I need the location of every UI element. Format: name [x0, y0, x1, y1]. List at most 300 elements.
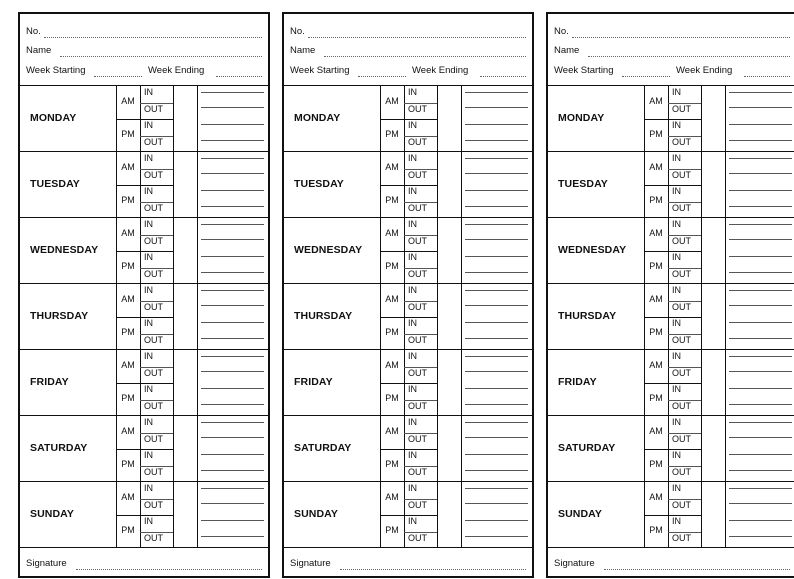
time-entry-line[interactable] — [465, 422, 528, 423]
week-row — [26, 65, 262, 77]
pm-label: PM — [385, 195, 399, 205]
time-entry-line[interactable] — [201, 190, 264, 191]
out-label: OUT — [672, 335, 691, 345]
in-label: IN — [408, 318, 417, 328]
day-row — [20, 86, 268, 152]
week-ending-field[interactable] — [480, 76, 526, 77]
signature-label: Signature — [26, 558, 67, 569]
day-row — [548, 284, 794, 350]
out-label: OUT — [408, 434, 427, 444]
name-field[interactable] — [324, 56, 526, 57]
time-entry-line[interactable] — [201, 92, 264, 93]
in-label: IN — [144, 417, 153, 427]
time-entry-line[interactable] — [729, 338, 792, 339]
time-entry-line[interactable] — [729, 173, 792, 174]
time-entry-line[interactable] — [201, 470, 264, 471]
time-entry-line[interactable] — [729, 503, 792, 504]
pm-label: PM — [121, 195, 135, 205]
am-label: AM — [121, 162, 135, 172]
pm-label: PM — [121, 525, 135, 535]
day-row — [20, 218, 268, 284]
out-label: OUT — [672, 137, 691, 147]
out-label: OUT — [408, 368, 427, 378]
out-label: OUT — [144, 500, 163, 510]
week-ending-label: Week Ending — [676, 65, 733, 76]
column-divider — [437, 350, 438, 415]
signature-row — [290, 558, 526, 570]
number-field[interactable] — [308, 37, 526, 38]
day-name: WEDNESDAY — [558, 244, 627, 256]
week-ending-label: Week Ending — [148, 65, 205, 76]
name-label: Name — [554, 45, 580, 56]
out-label: OUT — [672, 104, 691, 114]
in-label: IN — [144, 252, 153, 262]
column-divider — [725, 350, 726, 415]
time-entry-line[interactable] — [465, 124, 528, 125]
time-entry-line[interactable] — [729, 92, 792, 93]
signature-row — [26, 558, 262, 570]
in-label: IN — [672, 285, 681, 295]
time-entry-line[interactable] — [729, 256, 792, 257]
time-entry-line[interactable] — [729, 272, 792, 273]
in-label: IN — [408, 120, 417, 130]
column-divider — [197, 350, 198, 415]
time-entry-line[interactable] — [201, 305, 264, 306]
am-label: AM — [649, 294, 663, 304]
column-divider — [173, 284, 174, 349]
time-entry-line[interactable] — [465, 173, 528, 174]
column-divider — [701, 218, 702, 283]
am-label: AM — [121, 228, 135, 238]
column-divider — [173, 86, 174, 151]
signature-field[interactable] — [340, 569, 526, 570]
out-label: OUT — [408, 335, 427, 345]
in-label: IN — [408, 252, 417, 262]
in-label: IN — [672, 186, 681, 196]
in-label: IN — [672, 252, 681, 262]
time-entry-line[interactable] — [201, 239, 264, 240]
am-label: AM — [121, 294, 135, 304]
time-entry-line[interactable] — [729, 224, 792, 225]
time-card — [282, 12, 534, 578]
day-row — [20, 350, 268, 416]
out-label: OUT — [144, 368, 163, 378]
time-entry-line[interactable] — [465, 520, 528, 521]
in-label: IN — [144, 516, 153, 526]
time-entry-line[interactable] — [729, 488, 792, 489]
number-row — [26, 26, 262, 38]
time-card — [18, 12, 270, 578]
column-divider — [437, 218, 438, 283]
day-name: WEDNESDAY — [30, 244, 99, 256]
time-entry-line[interactable] — [201, 206, 264, 207]
pm-label: PM — [649, 195, 663, 205]
pm-label: PM — [385, 261, 399, 271]
am-label: AM — [385, 96, 399, 106]
week-ending-field[interactable] — [216, 76, 262, 77]
time-entry-line[interactable] — [465, 158, 528, 159]
week-ending-field[interactable] — [744, 76, 790, 77]
time-entry-line[interactable] — [201, 422, 264, 423]
time-entry-line[interactable] — [201, 488, 264, 489]
out-label: OUT — [144, 269, 163, 279]
column-divider — [173, 416, 174, 481]
in-label: IN — [672, 450, 681, 460]
week-starting-label: Week Starting — [26, 65, 86, 76]
am-label: AM — [649, 96, 663, 106]
number-row — [554, 26, 790, 38]
pm-label: PM — [121, 261, 135, 271]
signature-field[interactable] — [604, 569, 790, 570]
column-divider — [437, 416, 438, 481]
name-label: Name — [290, 45, 316, 56]
out-label: OUT — [672, 203, 691, 213]
time-entry-line[interactable] — [201, 520, 264, 521]
in-label: IN — [144, 219, 153, 229]
column-divider — [197, 218, 198, 283]
in-label: IN — [144, 450, 153, 460]
time-entry-line[interactable] — [465, 224, 528, 225]
pm-label: PM — [121, 129, 135, 139]
time-entry-line[interactable] — [201, 124, 264, 125]
day-name: MONDAY — [294, 112, 341, 124]
pm-label: PM — [649, 393, 663, 403]
column-divider — [173, 482, 174, 547]
time-entry-line[interactable] — [465, 107, 528, 108]
number-label: No. — [554, 26, 569, 37]
am-label: AM — [385, 228, 399, 238]
out-label: OUT — [144, 467, 163, 477]
day-row — [284, 152, 532, 218]
time-entry-line[interactable] — [729, 454, 792, 455]
time-entry-line[interactable] — [729, 371, 792, 372]
time-entry-line[interactable] — [201, 356, 264, 357]
week-starting-field[interactable] — [358, 76, 406, 77]
day-name: TUESDAY — [30, 178, 80, 190]
column-divider — [701, 482, 702, 547]
pm-label: PM — [121, 327, 135, 337]
column-divider — [173, 218, 174, 283]
out-label: OUT — [672, 368, 691, 378]
time-entry-line[interactable] — [729, 536, 792, 537]
day-name: THURSDAY — [294, 310, 353, 322]
day-row — [284, 218, 532, 284]
column-divider — [725, 152, 726, 217]
column-divider — [701, 152, 702, 217]
in-label: IN — [408, 417, 417, 427]
day-row — [20, 284, 268, 350]
time-entry-line[interactable] — [729, 305, 792, 306]
in-label: IN — [144, 351, 153, 361]
in-label: IN — [408, 285, 417, 295]
day-row — [284, 86, 532, 152]
in-label: IN — [144, 285, 153, 295]
day-row — [20, 152, 268, 218]
pm-label: PM — [649, 327, 663, 337]
column-divider — [725, 482, 726, 547]
out-label: OUT — [144, 104, 163, 114]
time-entry-line[interactable] — [729, 388, 792, 389]
time-entry-line[interactable] — [201, 454, 264, 455]
day-row — [284, 416, 532, 482]
out-label: OUT — [672, 434, 691, 444]
time-entry-line[interactable] — [465, 404, 528, 405]
time-entry-line[interactable] — [201, 290, 264, 291]
day-row — [548, 218, 794, 284]
name-field[interactable] — [588, 56, 790, 57]
day-row — [20, 416, 268, 482]
in-label: IN — [672, 87, 681, 97]
day-name: SATURDAY — [558, 442, 616, 454]
in-label: IN — [672, 318, 681, 328]
day-name: SUNDAY — [558, 508, 602, 520]
out-label: OUT — [408, 170, 427, 180]
time-entry-line[interactable] — [729, 437, 792, 438]
time-entry-line[interactable] — [729, 206, 792, 207]
time-entry-line[interactable] — [465, 206, 528, 207]
time-card — [546, 12, 794, 578]
time-entry-line[interactable] — [465, 437, 528, 438]
day-name: SATURDAY — [30, 442, 88, 454]
out-label: OUT — [408, 203, 427, 213]
time-entry-line[interactable] — [201, 437, 264, 438]
in-label: IN — [408, 153, 417, 163]
time-entry-line[interactable] — [465, 272, 528, 273]
am-label: AM — [121, 492, 135, 502]
day-name: FRIDAY — [294, 376, 333, 388]
column-divider — [461, 218, 462, 283]
in-label: IN — [672, 120, 681, 130]
time-entry-line[interactable] — [201, 503, 264, 504]
out-label: OUT — [672, 302, 691, 312]
time-entry-line[interactable] — [465, 470, 528, 471]
in-label: IN — [672, 384, 681, 394]
day-name: FRIDAY — [558, 376, 597, 388]
time-entry-line[interactable] — [729, 239, 792, 240]
in-label: IN — [144, 186, 153, 196]
pm-label: PM — [121, 459, 135, 469]
am-label: AM — [385, 426, 399, 436]
in-label: IN — [408, 87, 417, 97]
column-divider — [437, 284, 438, 349]
time-entry-line[interactable] — [465, 92, 528, 93]
number-row — [290, 26, 526, 38]
day-name: FRIDAY — [30, 376, 69, 388]
number-field[interactable] — [572, 37, 790, 38]
day-row — [548, 416, 794, 482]
time-entry-line[interactable] — [201, 404, 264, 405]
week-starting-label: Week Starting — [554, 65, 614, 76]
in-label: IN — [144, 384, 153, 394]
time-entry-line[interactable] — [465, 239, 528, 240]
time-entry-line[interactable] — [729, 158, 792, 159]
time-entry-line[interactable] — [201, 158, 264, 159]
day-name: MONDAY — [30, 112, 77, 124]
week-starting-field[interactable] — [622, 76, 670, 77]
out-label: OUT — [144, 302, 163, 312]
number-label: No. — [290, 26, 305, 37]
in-label: IN — [408, 351, 417, 361]
column-divider — [197, 284, 198, 349]
out-label: OUT — [408, 137, 427, 147]
am-label: AM — [385, 162, 399, 172]
time-entry-line[interactable] — [729, 356, 792, 357]
week-row — [554, 65, 790, 77]
column-divider — [725, 416, 726, 481]
time-entry-line[interactable] — [201, 371, 264, 372]
time-entry-line[interactable] — [201, 107, 264, 108]
in-label: IN — [672, 351, 681, 361]
time-entry-line[interactable] — [201, 388, 264, 389]
out-label: OUT — [672, 533, 691, 543]
signature-field[interactable] — [76, 569, 262, 570]
out-label: OUT — [672, 467, 691, 477]
signature-label: Signature — [290, 558, 331, 569]
column-divider — [197, 482, 198, 547]
time-entry-line[interactable] — [465, 322, 528, 323]
time-entry-line[interactable] — [201, 272, 264, 273]
time-entry-line[interactable] — [465, 356, 528, 357]
column-divider — [701, 284, 702, 349]
name-row — [290, 45, 526, 57]
out-label: OUT — [144, 203, 163, 213]
time-entry-line[interactable] — [201, 173, 264, 174]
time-entry-line[interactable] — [729, 140, 792, 141]
time-entry-line[interactable] — [465, 371, 528, 372]
number-field[interactable] — [44, 37, 262, 38]
out-label: OUT — [672, 236, 691, 246]
day-name: MONDAY — [558, 112, 605, 124]
pm-label: PM — [385, 393, 399, 403]
pm-label: PM — [649, 129, 663, 139]
name-field[interactable] — [60, 56, 262, 57]
day-name: SUNDAY — [30, 508, 74, 520]
time-entry-line[interactable] — [201, 536, 264, 537]
out-label: OUT — [144, 335, 163, 345]
day-name: THURSDAY — [30, 310, 89, 322]
week-row — [290, 65, 526, 77]
pm-label: PM — [385, 525, 399, 535]
time-entry-line[interactable] — [729, 124, 792, 125]
time-entry-line[interactable] — [201, 256, 264, 257]
out-label: OUT — [408, 302, 427, 312]
time-entry-line[interactable] — [465, 190, 528, 191]
in-label: IN — [408, 186, 417, 196]
in-label: IN — [672, 219, 681, 229]
time-entry-line[interactable] — [729, 107, 792, 108]
time-entry-line[interactable] — [729, 190, 792, 191]
column-divider — [461, 284, 462, 349]
out-label: OUT — [408, 236, 427, 246]
pm-label: PM — [385, 129, 399, 139]
pm-label: PM — [385, 327, 399, 337]
in-label: IN — [672, 483, 681, 493]
column-divider — [437, 86, 438, 151]
time-entry-line[interactable] — [465, 503, 528, 504]
week-ending-label: Week Ending — [412, 65, 469, 76]
out-label: OUT — [144, 401, 163, 411]
column-divider — [461, 152, 462, 217]
time-entry-line[interactable] — [729, 520, 792, 521]
time-entry-line[interactable] — [729, 322, 792, 323]
column-divider — [725, 86, 726, 151]
out-label: OUT — [408, 104, 427, 114]
column-divider — [701, 416, 702, 481]
name-label: Name — [26, 45, 52, 56]
in-label: IN — [672, 516, 681, 526]
column-divider — [173, 152, 174, 217]
column-divider — [725, 218, 726, 283]
day-name: WEDNESDAY — [294, 244, 363, 256]
time-entry-line[interactable] — [465, 488, 528, 489]
time-entry-line[interactable] — [729, 404, 792, 405]
in-label: IN — [144, 483, 153, 493]
am-label: AM — [385, 294, 399, 304]
column-divider — [437, 482, 438, 547]
in-label: IN — [408, 516, 417, 526]
time-entry-line[interactable] — [729, 290, 792, 291]
time-entry-line[interactable] — [465, 338, 528, 339]
column-divider — [197, 86, 198, 151]
am-label: AM — [649, 492, 663, 502]
pm-label: PM — [385, 459, 399, 469]
time-entry-line[interactable] — [201, 338, 264, 339]
out-label: OUT — [672, 269, 691, 279]
column-divider — [461, 86, 462, 151]
time-entry-line[interactable] — [465, 305, 528, 306]
out-label: OUT — [144, 236, 163, 246]
column-divider — [197, 416, 198, 481]
time-entry-line[interactable] — [465, 388, 528, 389]
in-label: IN — [672, 153, 681, 163]
time-entry-line[interactable] — [465, 454, 528, 455]
week-starting-field[interactable] — [94, 76, 142, 77]
am-label: AM — [385, 492, 399, 502]
time-entry-line[interactable] — [201, 322, 264, 323]
signature-label: Signature — [554, 558, 595, 569]
time-entry-line[interactable] — [465, 536, 528, 537]
out-label: OUT — [144, 170, 163, 180]
pm-label: PM — [121, 393, 135, 403]
time-entry-line[interactable] — [201, 140, 264, 141]
time-entry-line[interactable] — [465, 256, 528, 257]
day-name: SATURDAY — [294, 442, 352, 454]
out-label: OUT — [672, 500, 691, 510]
time-entry-line[interactable] — [729, 470, 792, 471]
column-divider — [701, 350, 702, 415]
in-label: IN — [672, 417, 681, 427]
time-entry-line[interactable] — [201, 224, 264, 225]
day-row — [548, 482, 794, 548]
am-label: AM — [649, 228, 663, 238]
in-label: IN — [144, 153, 153, 163]
column-divider — [461, 482, 462, 547]
time-entry-line[interactable] — [465, 140, 528, 141]
am-label: AM — [385, 360, 399, 370]
out-label: OUT — [144, 533, 163, 543]
day-row — [20, 482, 268, 548]
am-label: AM — [121, 360, 135, 370]
day-row — [548, 152, 794, 218]
pm-label: PM — [649, 261, 663, 271]
time-entry-line[interactable] — [729, 422, 792, 423]
name-row — [554, 45, 790, 57]
time-entry-line[interactable] — [465, 290, 528, 291]
am-label: AM — [649, 360, 663, 370]
day-name: TUESDAY — [294, 178, 344, 190]
column-divider — [461, 350, 462, 415]
column-divider — [461, 416, 462, 481]
